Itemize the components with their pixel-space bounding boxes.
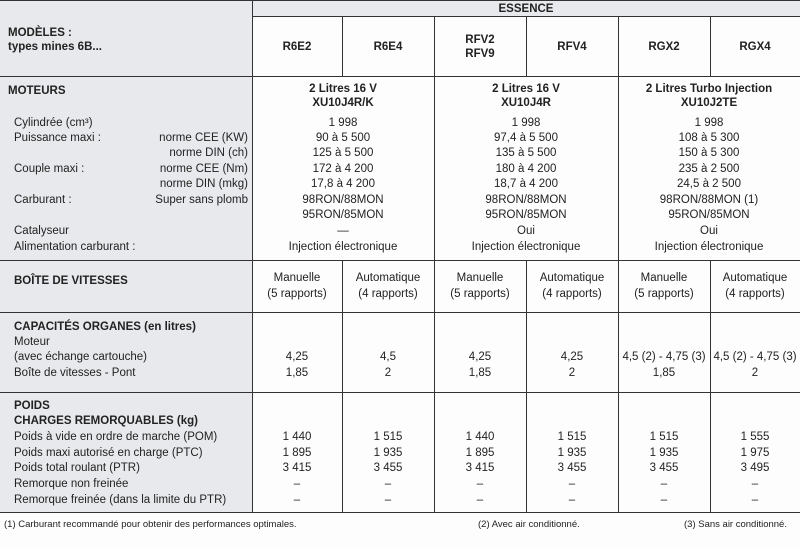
engine-3-name: 2 Litres Turbo Injection bbox=[645, 83, 773, 95]
e1-alimentation: Injection électronique bbox=[288, 241, 398, 253]
ptc-r6e4: 1 935 bbox=[373, 447, 403, 459]
e3-fuel2: 95RON/85MON bbox=[668, 209, 750, 221]
pom-rgx2: 1 515 bbox=[649, 431, 679, 443]
gearbox-r6e2-sub: (5 rapports) bbox=[267, 288, 327, 300]
cap-boite-r6e2: 1,85 bbox=[285, 367, 309, 379]
e3-mkg: 24,5 à 2 500 bbox=[677, 178, 741, 190]
ptr-rgx2: 3 455 bbox=[649, 462, 679, 474]
e3-nm: 235 à 2 500 bbox=[678, 163, 740, 175]
cap-moteur-rfv4: 4,25 bbox=[560, 351, 584, 363]
engine-1-name: 2 Litres 16 V bbox=[309, 83, 377, 95]
rf-rfv2: – bbox=[476, 494, 484, 506]
label-ptr: Poids total roulant (PTR) bbox=[14, 462, 140, 474]
pom-rfv2: 1 440 bbox=[465, 431, 495, 443]
e1-ch: 125 à 5 500 bbox=[312, 147, 374, 159]
label-catalyseur: Catalyseur bbox=[14, 225, 69, 237]
cap-moteur-rgx2: 4,5 (2) - 4,75 (3) bbox=[622, 351, 706, 363]
e2-catalyseur: Oui bbox=[517, 225, 535, 237]
label-remorque-non-freinee: Remorque non freinée bbox=[14, 478, 129, 490]
footnote-1: (1) Carburant recommandé pour obtenir des performances optimales. bbox=[4, 519, 297, 530]
label-alimentation: Alimentation carburant : bbox=[14, 241, 136, 253]
model-rgx2: RGX2 bbox=[648, 41, 680, 53]
ptc-r6e2: 1 895 bbox=[282, 447, 312, 459]
rnf-r6e2: – bbox=[293, 478, 301, 490]
label-moteur-sub: (avec échange cartouche) bbox=[14, 351, 147, 363]
e2-ch: 135 à 5 500 bbox=[495, 147, 557, 159]
gearbox-rgx2-sub: (5 rapports) bbox=[634, 288, 694, 300]
ptc-rfv4: 1 935 bbox=[557, 447, 587, 459]
essence-header: ESSENCE bbox=[498, 3, 554, 15]
rnf-rgx2: – bbox=[660, 478, 668, 490]
model-rfv2: RFV2 bbox=[465, 34, 495, 46]
e3-fuel1: 98RON/88MON (1) bbox=[659, 194, 759, 206]
model-rfv4: RFV4 bbox=[557, 41, 587, 53]
ptr-rgx4: 3 495 bbox=[740, 462, 770, 474]
model-rfv9: RFV9 bbox=[465, 48, 495, 60]
rnf-rfv4: – bbox=[568, 478, 576, 490]
gearbox-r6e4-sub: (4 rapports) bbox=[358, 288, 418, 300]
rnf-r6e4: – bbox=[384, 478, 392, 490]
label-norme-din-mkg: norme DIN (mkg) bbox=[159, 178, 248, 190]
gearbox-rfv4-sub: (4 rapports) bbox=[542, 288, 602, 300]
label-norme-cee-nm: norme CEE (Nm) bbox=[159, 163, 248, 175]
e2-alimentation: Injection électronique bbox=[471, 241, 581, 253]
cap-moteur-r6e4: 4,5 bbox=[380, 351, 396, 363]
gearbox-rfv2-sub: (5 rapports) bbox=[450, 288, 510, 300]
poids-title: POIDS bbox=[14, 400, 50, 412]
label-cylindree: Cylindrée (cm³) bbox=[14, 117, 93, 129]
label-norme-din-ch: norme DIN (ch) bbox=[169, 147, 248, 159]
footnote-3: (3) Sans air conditionné. bbox=[684, 519, 787, 530]
e3-catalyseur: Oui bbox=[700, 225, 718, 237]
ptc-rgx2: 1 935 bbox=[649, 447, 679, 459]
ptr-r6e2: 3 415 bbox=[282, 462, 312, 474]
label-carburant: Carburant : bbox=[14, 194, 72, 206]
e3-ch: 150 à 5 300 bbox=[678, 147, 740, 159]
label-couple: Couple maxi : bbox=[14, 163, 85, 175]
model-rgx4: RGX4 bbox=[739, 41, 771, 53]
label-ptc: Poids maxi autorisé en charge (PTC) bbox=[14, 447, 203, 459]
label-puissance: Puissance maxi : bbox=[14, 132, 101, 144]
cap-boite-rfv2: 1,85 bbox=[468, 367, 492, 379]
gearbox-rgx4-sub: (4 rapports) bbox=[725, 288, 785, 300]
e2-kw: 97,4 à 5 500 bbox=[494, 132, 558, 144]
cap-moteur-rfv2: 4,25 bbox=[468, 351, 492, 363]
engine-3-code: XU10J2TE bbox=[680, 97, 738, 109]
model-r6e2: R6E2 bbox=[282, 41, 312, 53]
gearbox-r6e4: Automatique bbox=[355, 272, 421, 284]
rf-r6e2: – bbox=[293, 494, 301, 506]
cap-boite-rgx2: 1,85 bbox=[652, 367, 676, 379]
e2-cylindree: 1 998 bbox=[511, 117, 541, 129]
ptr-rfv2: 3 415 bbox=[465, 462, 495, 474]
gearbox-rgx4: Automatique bbox=[722, 272, 788, 284]
label-super: Super sans plomb bbox=[155, 194, 248, 206]
label-norme-cee-kw: norme CEE (KW) bbox=[159, 132, 248, 144]
footnote-2: (2) Avec air conditionné. bbox=[478, 519, 580, 530]
label-pom: Poids à vide en ordre de marche (POM) bbox=[14, 431, 218, 443]
engine-1-code: XU10J4R/K bbox=[312, 97, 374, 109]
e2-nm: 180 à 4 200 bbox=[495, 163, 557, 175]
charges-title: CHARGES REMORQUABLES (kg) bbox=[14, 415, 199, 427]
rf-rgx4: – bbox=[751, 494, 759, 506]
gearbox-rgx2: Manuelle bbox=[640, 272, 688, 284]
e1-mkg: 17,8 à 4 200 bbox=[311, 178, 375, 190]
engine-2-code: XU10J4R bbox=[501, 97, 551, 109]
ptc-rgx4: 1 975 bbox=[740, 447, 770, 459]
label-remorque-freinee: Remorque freinée (dans la limite du PTR) bbox=[14, 494, 227, 506]
rnf-rfv2: – bbox=[476, 478, 484, 490]
pom-r6e2: 1 440 bbox=[282, 431, 312, 443]
ptr-rfv4: 3 455 bbox=[557, 462, 587, 474]
pom-rgx4: 1 555 bbox=[740, 431, 770, 443]
e1-catalyseur: — bbox=[337, 225, 349, 237]
cap-boite-rgx4: 2 bbox=[751, 367, 759, 379]
rnf-rgx4: – bbox=[751, 478, 759, 490]
types-label: types mines 6B... bbox=[8, 41, 102, 53]
cap-moteur-rgx4: 4,5 (2) - 4,75 (3) bbox=[713, 351, 797, 363]
e3-alimentation: Injection électronique bbox=[654, 241, 764, 253]
pom-rfv4: 1 515 bbox=[557, 431, 587, 443]
boite-title: BOÎTE DE VITESSES bbox=[14, 275, 128, 287]
rf-r6e4: – bbox=[384, 494, 392, 506]
engine-2-name: 2 Litres 16 V bbox=[492, 83, 560, 95]
ptr-r6e4: 3 455 bbox=[373, 462, 403, 474]
rf-rgx2: – bbox=[660, 494, 668, 506]
cap-boite-r6e4: 2 bbox=[384, 367, 392, 379]
e1-fuel2: 95RON/85MON bbox=[302, 209, 384, 221]
label-boite-pont: Boîte de vitesses - Pont bbox=[14, 367, 136, 379]
e2-fuel2: 95RON/85MON bbox=[485, 209, 567, 221]
gearbox-r6e2: Manuelle bbox=[273, 272, 321, 284]
label-moteur: Moteur bbox=[14, 336, 50, 348]
cap-boite-rfv4: 2 bbox=[568, 367, 576, 379]
cap-moteur-r6e2: 4,25 bbox=[285, 351, 309, 363]
moteurs-title: MOTEURS bbox=[8, 85, 66, 97]
model-r6e4: R6E4 bbox=[373, 41, 403, 53]
gearbox-rfv4: Automatique bbox=[539, 272, 605, 284]
e1-fuel1: 98RON/88MON bbox=[302, 194, 384, 206]
e2-mkg: 18,7 à 4 200 bbox=[494, 178, 558, 190]
models-label: MODÈLES : bbox=[8, 27, 72, 39]
e3-cylindree: 1 998 bbox=[694, 117, 724, 129]
capacites-title: CAPACITÉS ORGANES (en litres) bbox=[14, 321, 196, 333]
e1-cylindree: 1 998 bbox=[328, 117, 358, 129]
e1-kw: 90 à 5 500 bbox=[315, 132, 371, 144]
ptc-rfv2: 1 895 bbox=[465, 447, 495, 459]
e3-kw: 108 à 5 300 bbox=[678, 132, 740, 144]
pom-r6e4: 1 515 bbox=[373, 431, 403, 443]
e2-fuel1: 98RON/88MON bbox=[485, 194, 567, 206]
rf-rfv4: – bbox=[568, 494, 576, 506]
gearbox-rfv2: Manuelle bbox=[456, 272, 504, 284]
e1-nm: 172 à 4 200 bbox=[312, 163, 374, 175]
